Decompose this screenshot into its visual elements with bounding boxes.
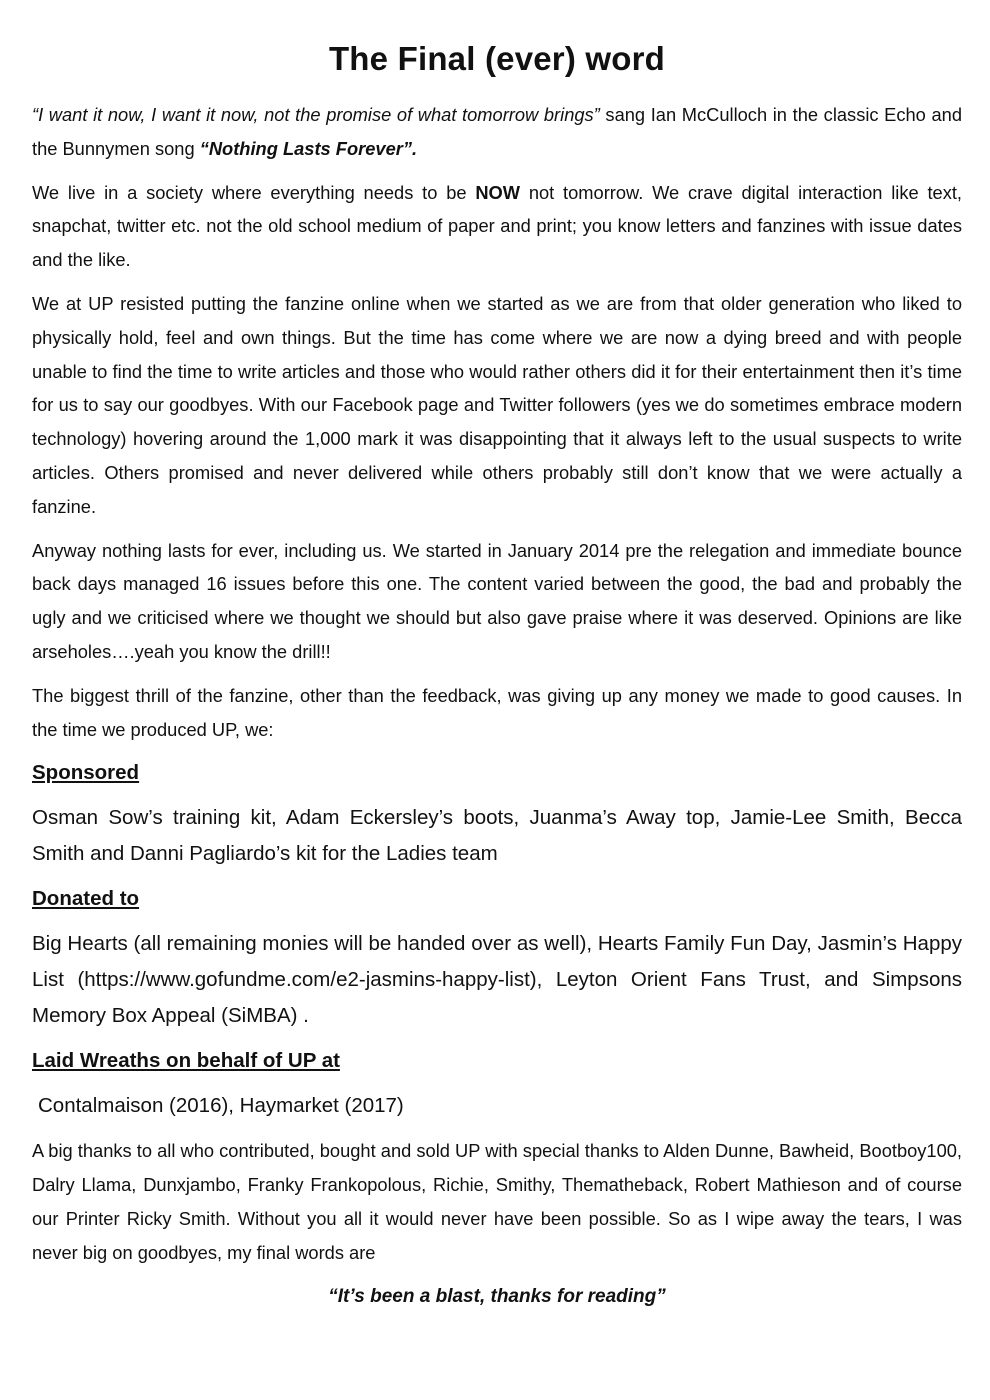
- donated-text: Big Hearts (all remaining monies will be handed over as well), Hearts Family Fun Day, Jasmin’s Happy List (https://www.gofundme.com/e2-jasmins-happy-list), Leyton Orient Fans Trust, and Simpsons Memory Box Appeal (SiMBA) .: [32, 932, 962, 1028]
- society-text-b: not tomorrow. We crave digital interaction like text, snapchat, twitter etc. not the old school medium of paper and print; you know letters and fanzines with issue dates and the like.: [32, 181, 963, 271]
- thanks-paragraph: A big thanks to all who contributed, bought and sold UP with special thanks to Alden Dunne, Bawheid, Bootboy100, Dalry Llama, Dunxjambo, Franky Frankopolous, Richie, Smithy, Thematheback, Robert Mathieson and of course our Printer Ricky Smith. Without you all it would never have been possible. So as I wipe away the tears, I was never big on goodbyes, my final words are: [32, 1140, 962, 1263]
- intro-text: sang Ian McCulloch in the classic Echo and the Bunnymen song: [32, 104, 962, 159]
- intro-quote: “I want it now, I want it now, not the promise of what tomorrow brings”: [32, 104, 600, 125]
- history-paragraph: Anyway nothing lasts for ever, including us. We started in January 2014 pre the relegation and immediate bounce back days managed 16 issues before this one. The content varied between the good, the bad and probably the ugly and we criticised where we thought we should but also gave praise where it was deserved. Opinions are like arseholes….yeah you know the drill!!: [32, 539, 962, 662]
- intro-song-title: “Nothing Lasts Forever”.: [199, 137, 418, 159]
- thrill-paragraph: The biggest thrill of the fanzine, other than the feedback, was giving up any money we made to good causes. In the time we produced UP, we:: [32, 684, 962, 740]
- donated-heading: Donated to: [32, 887, 140, 911]
- sponsored-text: Osman Sow’s training kit, Adam Eckersley’s boots, Juanma’s Away top, Jamie-Lee Smith, Becca Smith and Danni Pagliardo’s kit for the Ladies team: [32, 806, 962, 866]
- society-paragraph: [32, 176, 962, 277]
- page-title: The Final (ever) word: [328, 40, 666, 77]
- now-emphasis: NOW: [475, 181, 521, 203]
- intro-paragraph: [32, 98, 962, 166]
- online-paragraph: We at UP resisted putting the fanzine online when we started as we are from that older generation who liked to physically hold, feel and own things. But the time has come where we are now a dying breed and with people unable to find the time to write articles and those who would rather others did it for their entertainment then it’s time for us to say our goodbyes. With our Facebook page and Twitter followers (yes we do sometimes embrace modern technology) hovering around the 1,000 mark it was disappointing that it always left to the usual suspects to write articles. Others promised and never delivered while others probably still don’t know that we were actually a fanzine.: [32, 292, 962, 517]
- sponsored-heading: Sponsored: [32, 761, 140, 785]
- wreaths-text: Contalmaison (2016), Haymarket (2017): [38, 1094, 404, 1118]
- wreaths-heading: Laid Wreaths on behalf of UP at: [32, 1049, 340, 1073]
- society-text-a: We live in a society where everything needs to be: [32, 181, 476, 203]
- closing-quote: “It’s been a blast, thanks for reading”: [328, 1285, 666, 1307]
